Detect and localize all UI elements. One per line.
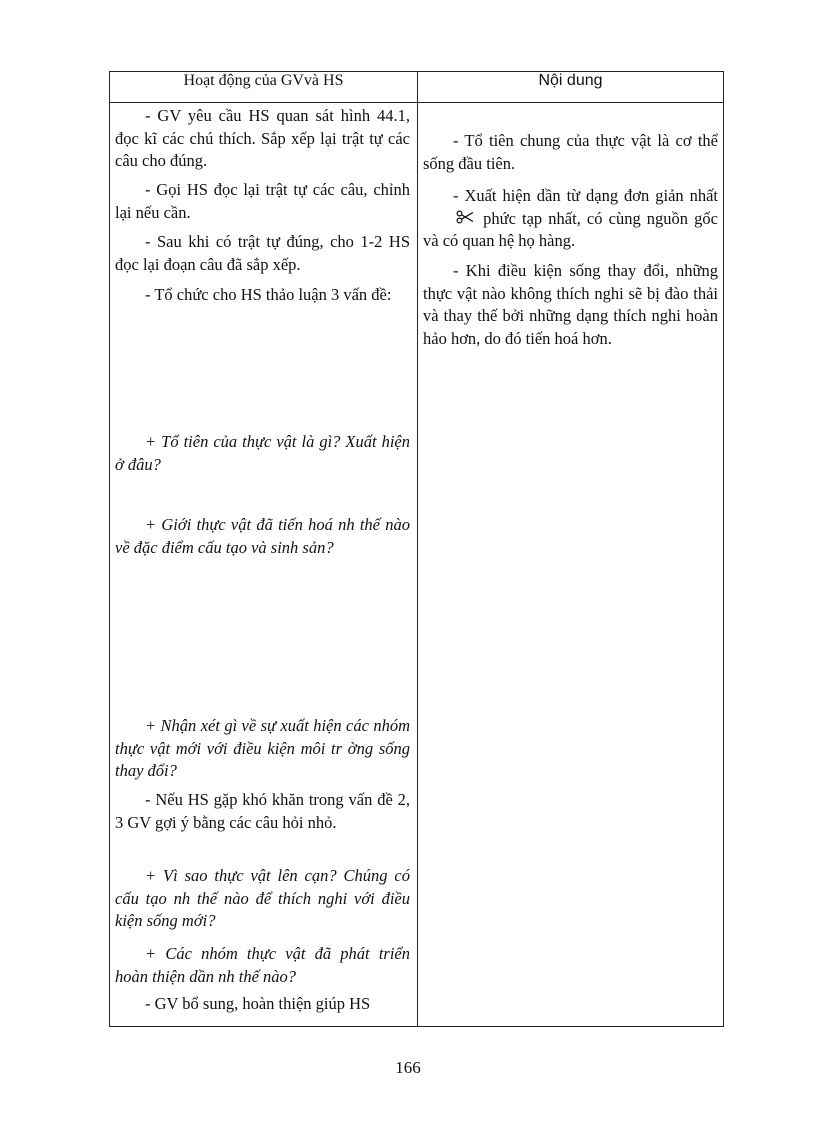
question-3: + Nhận xét gì về sự xuất hiện các nhóm thực vật mới với điều kiện môi tr ờng sống thay đổi? <box>115 716 410 780</box>
lesson-table <box>109 71 724 1027</box>
question-4: + Vì sao thực vật lên cạn? Chúng có cấu tạo nh thế nào để thích nghi với điều kiện sống mới? <box>115 866 410 930</box>
question-5: + Các nhóm thực vật đã phát triển hoàn thiện dần nh thế nào? <box>115 944 410 986</box>
activity-paragraph-4: - Tổ chức cho HS thảo luận 3 vấn đề: <box>145 285 392 304</box>
activities-cell <box>110 103 418 1027</box>
header-content: Nội dung <box>418 72 724 103</box>
activity-paragraph-1: - GV yêu cầu HS quan sát hình 44.1, đọc kĩ các chú thích. Sắp xếp lại trật tự các câu cho đúng. <box>115 106 410 170</box>
content-paragraph-2 <box>423 185 718 253</box>
content-paragraph-1: - Tổ tiên chung của thực vật là cơ thể sống đầu tiên. <box>423 131 718 173</box>
activity-paragraph-2: - Gọi HS đọc lại trật tự các câu, chỉnh lại nếu cần. <box>115 180 410 222</box>
content-cell <box>418 103 724 1027</box>
page-number: 166 <box>395 1058 421 1077</box>
content-paragraph-2-end: phức tạp nhất, có cùng nguồn gốc và có quan hệ họ hàng. <box>423 208 718 250</box>
content-paragraph-2-start: - Xuất hiện dần từ dạng đơn giản nhất <box>453 186 718 205</box>
activity-paragraph-5: - Nếu HS gặp khó khăn trong vấn đề 2, 3 GV gợi ý bằng các câu hỏi nhỏ. <box>115 790 410 832</box>
scissors-icon <box>426 208 474 231</box>
table-body-row <box>110 103 724 1027</box>
table-header-row <box>110 72 724 103</box>
header-activities: Hoạt động của GVvà HS <box>110 72 418 103</box>
question-1: + Tổ tiên của thực vật là gì? Xuất hiện ở đâu? <box>115 432 410 474</box>
question-2: + Giới thực vật đã tiến hoá nh thế nào về đặc điểm cấu tạo và sinh sản? <box>115 515 410 557</box>
content-paragraph-3: - Khi điều kiện sống thay đổi, những thực vật nào không thích nghi sẽ bị đào thải và thay thế bởi những dạng thích nghi hoàn hảo hơn, do đó tiến hoá hơn. <box>423 261 718 348</box>
activity-paragraph-6: - GV bổ sung, hoàn thiện giúp HS <box>145 994 371 1013</box>
activity-paragraph-3: - Sau khi có trật tự đúng, cho 1-2 HS đọc lại đoạn câu đã sắp xếp. <box>115 232 410 274</box>
